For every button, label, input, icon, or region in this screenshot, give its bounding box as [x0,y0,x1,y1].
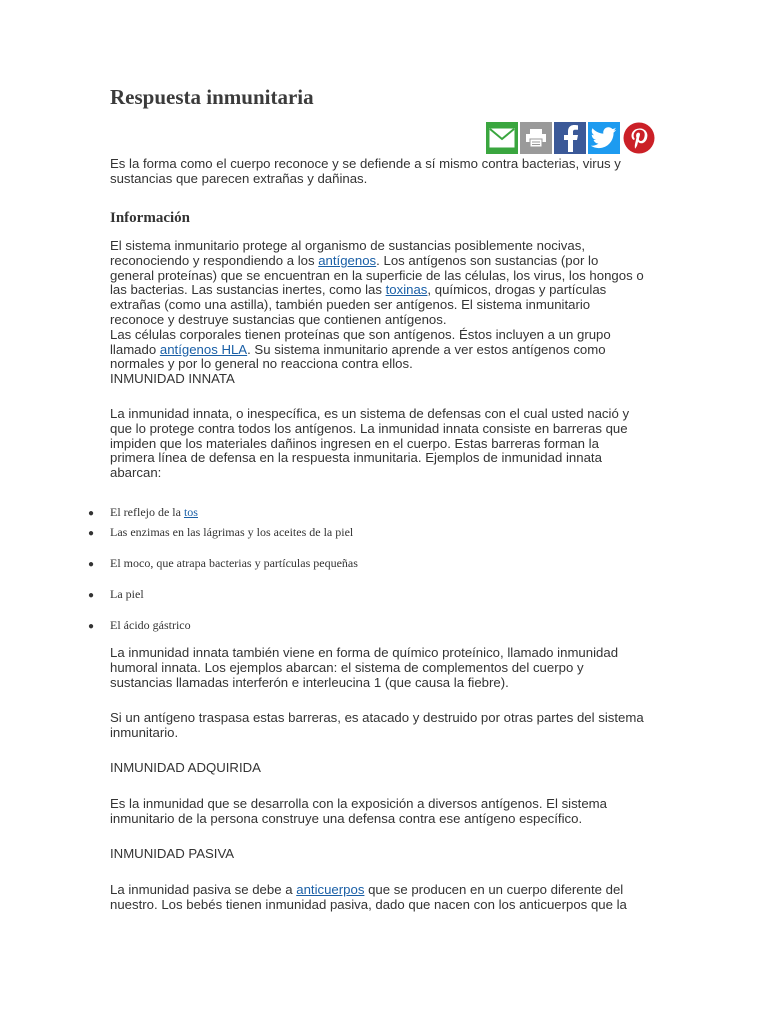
text-line: normales y por lo general no reacciona contra ellos. [110,356,413,372]
text-line: que lo protege contra todos los antígenos. La inmunidad innata consiste en barreras que [110,420,628,436]
text-line: general proteínas) que se encuentran en la superficie de las células, los virus, los hongos o [110,267,644,283]
text-line: Es la inmunidad que se desarrolla con la exposición a diversos antígenos. El sistema [110,796,608,811]
innate-immunity-heading: INMUNIDAD INNATA [110,371,235,387]
printer-icon [525,128,547,148]
page-title: Respuesta inmunitaria [110,85,314,109]
barrier-paragraph [110,711,644,741]
text-line: las bacterias. Las sustancias inertes, como las toxinas, químicos, drogas y partículas [110,282,607,298]
tos-link[interactable]: tos [183,505,198,519]
acquired-paragraph [110,797,607,827]
info-paragraph [110,239,644,387]
text-line: La inmunidad innata también viene en forma de químico proteínico, llamado inmunidad [110,645,619,660]
text-line: sustancias llamadas interferón e interleucina 1 (que causa la fiebre). [110,674,509,690]
text-line: primera línea de defensa en la respuesta inmunitaria. Ejemplos de inmunidad innata [110,450,602,466]
antigenos-link[interactable]: antígenos [318,252,377,268]
intro-paragraph [110,157,621,187]
list-item: ● El moco, que atrapa bacterias y partículas pequeñas [88,556,358,570]
toxinas-link[interactable]: toxinas [385,282,428,298]
text-line: Es la forma como el cuerpo reconoce y se defiende a sí mismo contra bacterias, virus y [110,156,621,171]
acquired-immunity-heading [110,761,261,776]
facebook-share-button[interactable] [554,122,586,154]
facebook-icon [560,124,580,152]
text-line: humoral innata. Los ejemplos abarcan: el sistema de complementos del cuerpo y [110,659,584,675]
text-line: extrañas (como una astilla), también pueden ser antígenos. El sistema inmunitario [110,297,591,313]
list-item: ● Las enzimas en las lágrimas y los aceites de la piel [88,525,354,539]
twitter-share-button[interactable] [588,122,620,154]
text-line: INMUNIDAD ADQUIRIDA [110,760,261,775]
pinterest-icon [623,122,655,154]
email-share-button[interactable] [486,122,518,154]
text-line: inmunitario. [110,724,179,740]
text-line: llamado antígenos HLA. Su sistema inmunitario aprende a ver estos antígenos como [110,341,606,357]
text-line: abarcan: [110,465,162,481]
passive-paragraph [110,883,627,913]
text-line: INMUNIDAD PASIVA [110,846,235,861]
twitter-icon [591,127,617,149]
text-line: Si un antígeno traspasa estas barreras, es atacado y destruido por otras partes del sistema [110,710,644,725]
email-icon [489,128,515,148]
text-line: inmunitario de la persona construye una defensa contra ese antígeno específico. [110,810,583,826]
anticuerpos-link[interactable]: anticuerpos [296,882,365,897]
passive-immunity-heading [110,847,234,862]
print-button[interactable] [520,122,552,154]
share-bar [486,122,656,154]
text-line: reconociendo y respondiendo a los antígenos. Los antígenos son sustancias (por lo [110,252,599,268]
text-line: reconoce y destruye sustancias que contienen antígenos. [110,311,447,327]
list-item: ● El ácido gástrico [88,618,191,632]
pinterest-share-button[interactable] [622,122,656,154]
text-line: El sistema inmunitario protege al organismo de sustancias posiblemente nocivas, [110,238,585,253]
text-line: sustancias que parecen extrañas y dañinas. [110,170,368,186]
text-line: La inmunidad pasiva se debe a anticuerpos que se producen en un cuerpo diferente del [110,882,624,897]
list-item: ● El reflejo de la tos [88,505,198,519]
text-line: nuestro. Los bebés tienen inmunidad pasiva, dado que nacen con los anticuerpos que la [110,896,627,912]
text-line: La inmunidad innata, o inespecífica, es un sistema de defensas con el cual usted nació y [110,406,630,421]
antigenos-hla-link[interactable]: antígenos HLA [159,341,248,357]
info-heading: Información [110,210,190,226]
text-line: Las células corporales tienen proteínas que son antígenos. Éstos incluyen a un grupo [110,326,611,342]
text-line: impiden que los materiales dañinos ingresen en el cuerpo. Estas barreras forman la [110,435,599,451]
list-item: ● La piel [88,587,144,601]
humoral-paragraph [110,646,618,690]
innate-paragraph [110,407,629,481]
